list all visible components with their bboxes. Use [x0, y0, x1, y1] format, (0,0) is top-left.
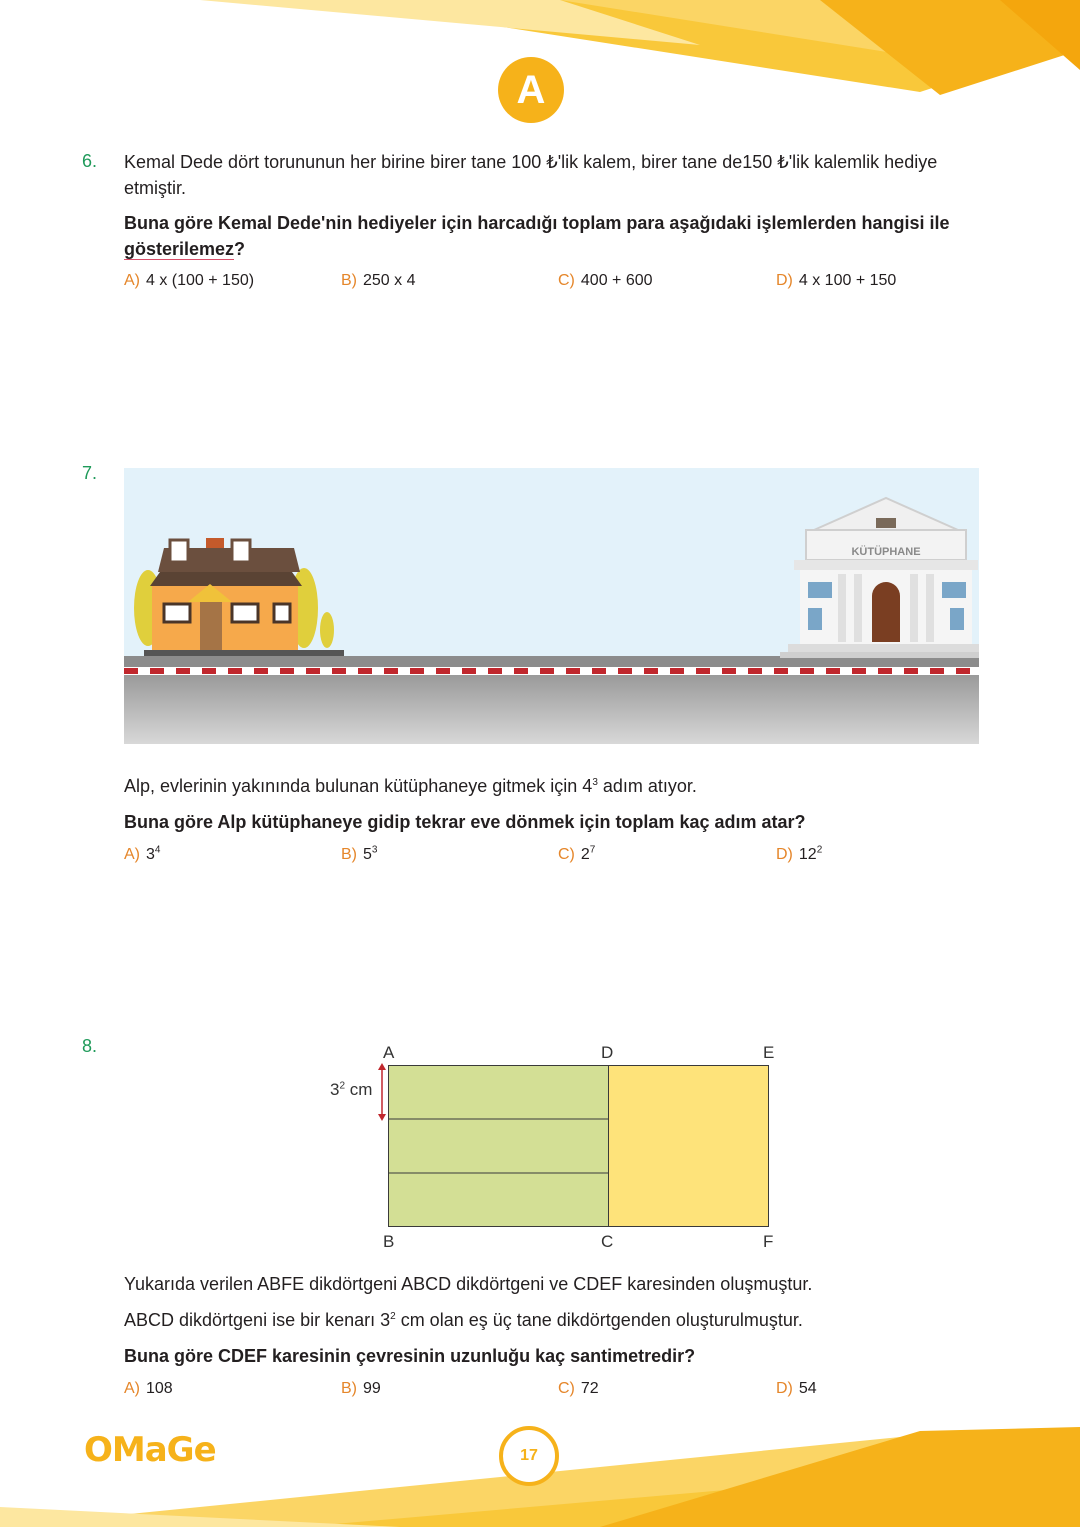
option-c[interactable]: C) $2^7$: [558, 844, 596, 863]
option-c[interactable]: C) 72: [558, 1380, 599, 1397]
brand-logo: [84, 1430, 216, 1470]
option-b[interactable]: B) 250 x 4: [341, 272, 416, 289]
point-label-a: A: [383, 1043, 395, 1062]
point-label-d: D: [601, 1043, 614, 1062]
option-d[interactable]: D) 54: [776, 1380, 817, 1397]
question-stem: Alp, evlerinin yakınında bulunan kütüphaneye gitmek için $4^3$ adım atıyor.: [124, 776, 697, 796]
question-number: 7.: [82, 463, 98, 483]
question-number: 6.: [82, 151, 98, 171]
question-stem-2: ABCD dikdörtgeni ise bir kenarı $3^2$ cm olan eş üç tane dikdörtgenden oluşturulmuştur.: [124, 1310, 803, 1330]
option-a[interactable]: A) 108: [124, 1380, 173, 1397]
rectangle-diagram: [388, 1065, 769, 1227]
point-label-b: B: [383, 1232, 395, 1251]
library-sign: KÜTÜPHANE: [851, 546, 921, 558]
page-number-text: 17: [520, 1447, 538, 1464]
section-badge: [498, 57, 564, 123]
question-stem: Kemal Dede dört torununun her birine birer tane 100 ₺'lik kalem, birer tane de150 ₺'lik kalemlik hediye etmiştir.: [124, 152, 938, 198]
option-c[interactable]: C) 400 + 600: [558, 272, 653, 289]
option-d[interactable]: D) 4 x 100 + 150: [776, 272, 897, 289]
point-label-c: C: [601, 1232, 614, 1251]
question-prompt: Buna göre Alp kütüphaneye gidip tekrar eve dönmek için toplam kaç adım atar?: [124, 812, 806, 832]
option-b[interactable]: B) $5^3$: [341, 844, 378, 863]
option-a[interactable]: A) $3^4$: [124, 844, 161, 863]
dimension-label: $3^2$ cm: [330, 1080, 373, 1099]
question-prompt: Buna göre CDEF karesinin çevresinin uzunluğu kaç santimetredir?: [124, 1346, 696, 1366]
option-b[interactable]: B) 99: [341, 1380, 381, 1397]
page-number: [499, 1426, 559, 1486]
option-d[interactable]: D) $12^2$: [776, 844, 823, 863]
question-stem: Yukarıda verilen ABFE dikdörtgeni ABCD dikdörtgeni ve CDEF karesinden oluşmuştur.: [124, 1274, 813, 1294]
question-prompt: Buna göre Kemal Dede'nin hediyeler için harcadığı toplam para aşağıdaki işlemlerden hangisi ile gösterilemez?: [124, 213, 950, 259]
emphasis-word: gösterilemez: [124, 239, 235, 259]
point-label-e: E: [763, 1043, 775, 1062]
point-label-f: F: [763, 1232, 774, 1251]
brand-logo-text: OMaGe: [84, 1430, 216, 1470]
street-illustration: [124, 468, 979, 744]
question-number: 8.: [82, 1036, 98, 1056]
section-badge-letter: A: [516, 67, 546, 112]
option-a[interactable]: A) 4 x (100 + 150): [124, 272, 255, 289]
dimension-arrow: [376, 1062, 388, 1122]
